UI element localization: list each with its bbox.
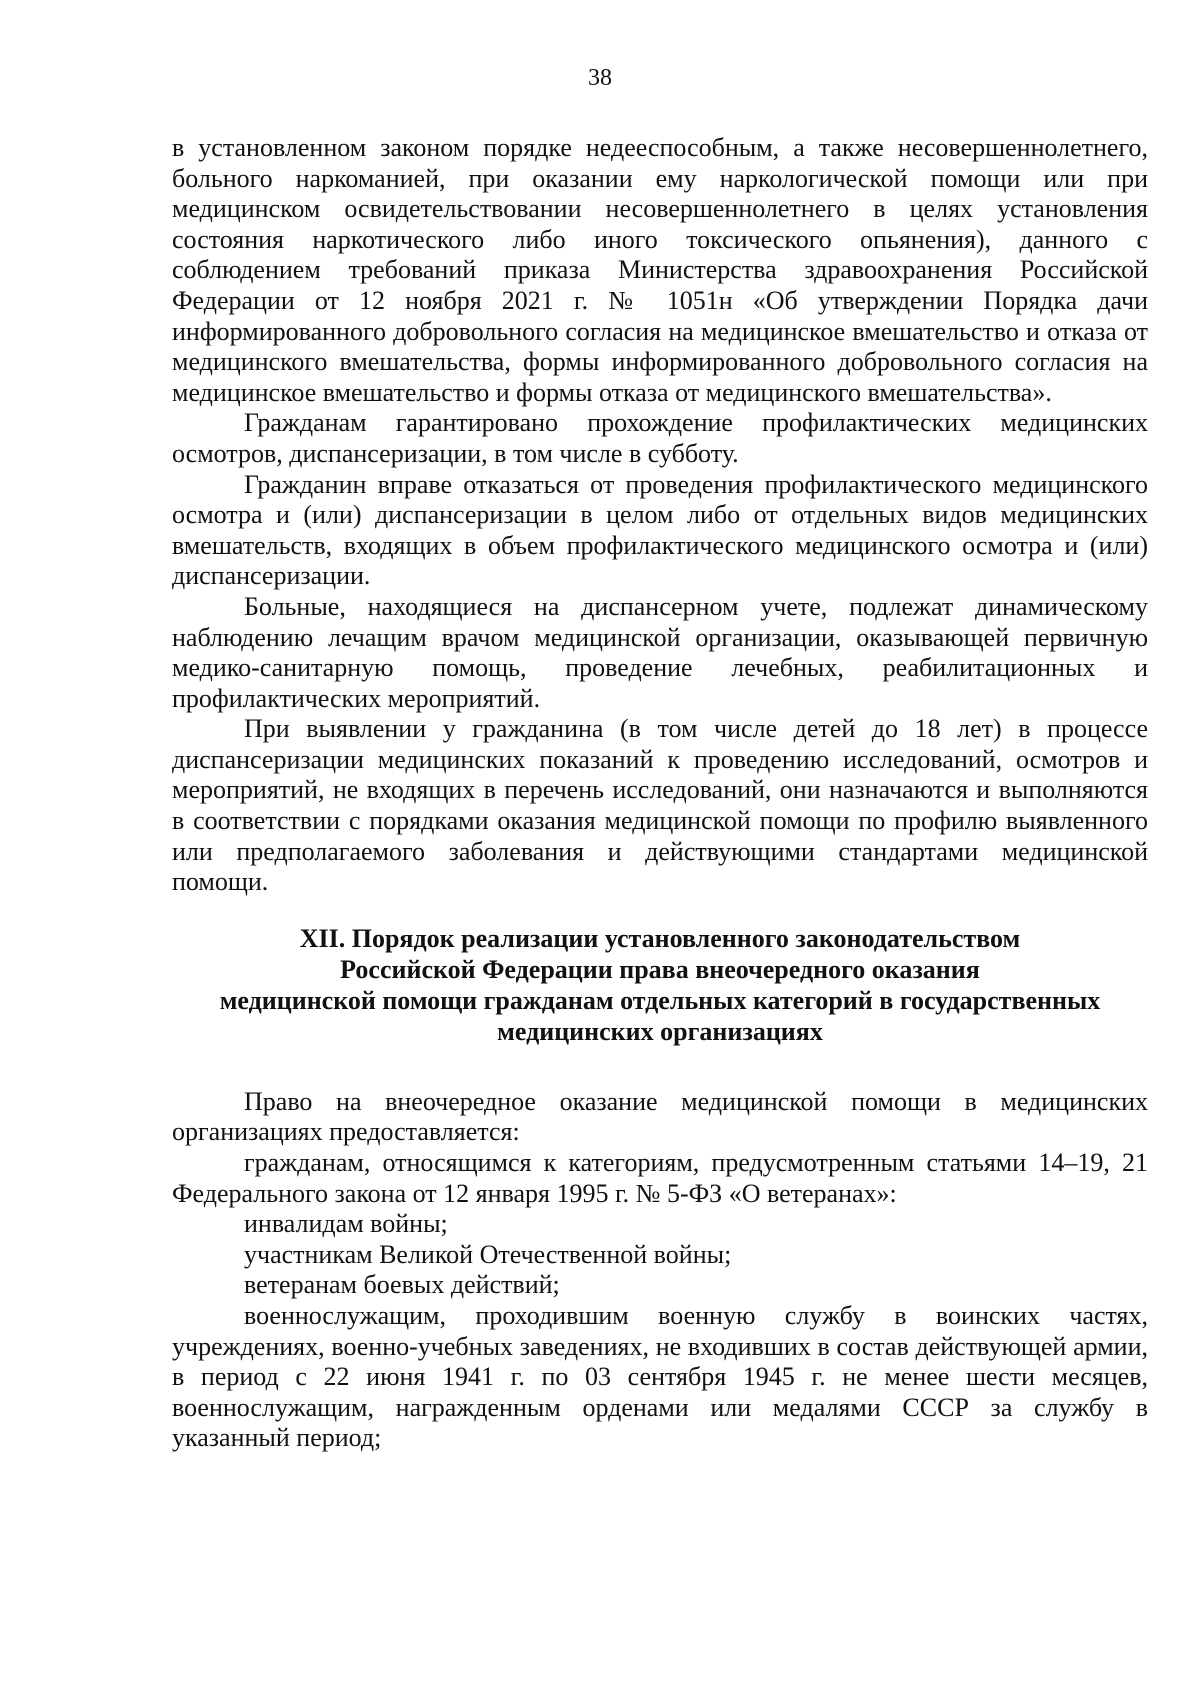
page-number: 38 bbox=[588, 65, 612, 91]
paragraph: Гражданам гарантировано прохождение профилактических медицинских осмотров, диспансеризации, в том числе в субботу. bbox=[172, 408, 1148, 468]
section-heading-line: Российской Федерации права внеочередного оказания bbox=[340, 954, 980, 984]
list-item: участникам Великой Отечественной войны; bbox=[244, 1239, 732, 1269]
section-heading-line: медицинских организациях bbox=[497, 1016, 823, 1046]
list-item: военнослужащим, проходившим военную службу в воинских частях, учреждениях, военно-учебных заведениях, не входивших в состав действующей армии, в период с 22 июня 1941 г. по 03 сентября 1945 г. не менее шести месяцев, военнослужащим, награжденным орденами или медалями СССР за службу в указанный период; bbox=[172, 1301, 1148, 1453]
section-heading bbox=[172, 923, 1148, 1047]
paragraph: Право на внеочередное оказание медицинской помощи в медицинских организациях предоставляется: bbox=[172, 1086, 1148, 1147]
paragraph: Больные, находящиеся на диспансерном учете, подлежат динамическому наблюдению лечащим врачом медицинской организации, оказывающей первичную медико-санитарную помощь, проведение лечебных, реабилитационных и профилактических мероприятий. bbox=[172, 591, 1148, 713]
paragraph-continuation: в установленном законом порядке недееспособным, а также несовершеннолетнего, больного наркоманией, при оказании ему наркологической помощи или при медицинском освидетельствовании несовершеннолетнего в целях установления состояния наркотического либо иного токсического опьянения), данного с соблюдением требований приказа Министерства здравоохранения Российской Федерации от 12 ноября 2021 г. № 1051н «Об утверждении Порядка дачи информированного добровольного согласия на медицинское вмешательство и отказа от медицинского вмешательства, формы информированного добровольного согласия на медицинское вмешательство и формы отказа от медицинского вмешательства». bbox=[172, 133, 1148, 407]
document-body bbox=[172, 133, 1148, 1454]
list-item: ветеранам боевых действий; bbox=[244, 1270, 560, 1300]
paragraph: При выявлении у гражданина (в том числе детей до 18 лет) в процессе диспансеризации медицинских показаний к проведению исследований, осмотров и мероприятий, не входящих в перечень исследований, они назначаются и выполняются в соответствии с порядками оказания медицинской помощи по профилю выявленного или предполагаемого заболевания и действующими стандартами медицинской помощи. bbox=[172, 714, 1148, 897]
list-item: гражданам, относящимся к категориям, предусмотренным статьями 14–19, 21 Федерального закона от 12 января 1995 г. № 5-ФЗ «О ветеранах»: bbox=[172, 1148, 1148, 1208]
list-item: инвалидам войны; bbox=[244, 1209, 448, 1239]
paragraph: Гражданин вправе отказаться от проведения профилактического медицинского осмотра и (или) диспансеризации в целом либо от отдельных видов медицинских вмешательств, входящих в объем профилактического медицинского осмотра и (или) диспансеризации. bbox=[172, 469, 1148, 591]
section-heading-line: медицинской помощи гражданам отдельных категорий в государственных bbox=[219, 985, 1101, 1015]
section-heading-line: XII. Порядок реализации установленного законодательством bbox=[299, 923, 1021, 953]
